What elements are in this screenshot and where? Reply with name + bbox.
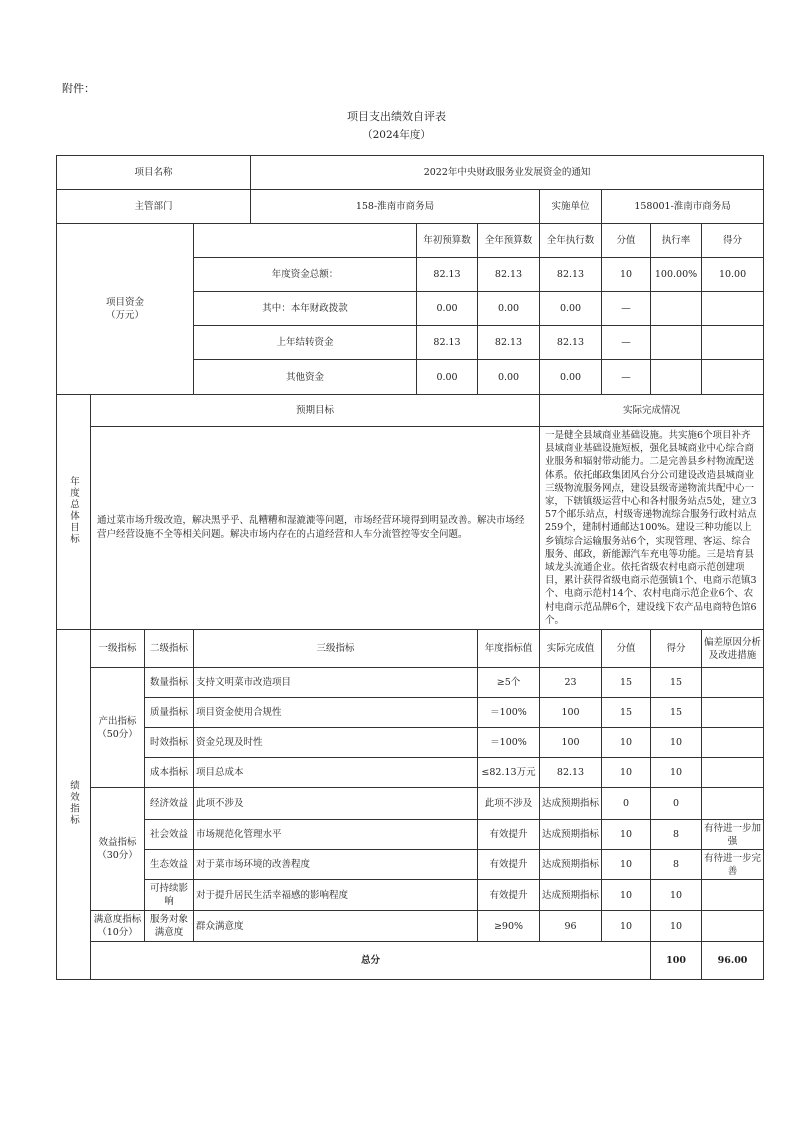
target-cell: 有效提升	[478, 820, 540, 850]
got-cell: 8	[651, 850, 702, 880]
funds-header: 年初预算数	[417, 224, 478, 258]
funds-row-label: 年度资金总额：	[194, 258, 417, 292]
target-cell: ≥90%	[478, 911, 540, 942]
lvl1-output: 产出指标 （50分）	[91, 668, 145, 788]
actual-cell: 100	[540, 698, 602, 728]
target-cell: ≥5个	[478, 668, 540, 698]
dept-label: 主管部门	[57, 190, 251, 224]
got-cell: 10	[651, 758, 702, 788]
department-row	[57, 190, 764, 224]
indicator-row	[57, 758, 764, 788]
indicator-row	[57, 911, 764, 942]
got-cell: 15	[651, 698, 702, 728]
indicator-header: 年度指标值	[478, 630, 540, 668]
indicator-row	[57, 728, 764, 758]
funds-row-label: 其中：本年财政拨款	[194, 292, 417, 326]
funds-row-label: 上年结转资金	[194, 326, 417, 360]
funds-row-label: 其他资金	[194, 360, 417, 395]
funds-header: 分值	[602, 224, 651, 258]
actual-cell: 达成预期指标	[540, 788, 602, 820]
target-cell: 有效提升	[478, 850, 540, 880]
lvl2-cell: 质量指标	[145, 698, 194, 728]
indicator-header: 实际完成值	[540, 630, 602, 668]
got-cell: 10	[651, 880, 702, 911]
score-cell: 10	[602, 911, 651, 942]
funds-cell	[702, 326, 764, 360]
performance-label: 绩效指标	[57, 630, 91, 980]
note-cell	[702, 788, 764, 820]
funds-header: 得分	[702, 224, 764, 258]
funds-cell: 0.00	[417, 292, 478, 326]
funds-cell: 0.00	[540, 292, 602, 326]
target-cell: ＝100%	[478, 698, 540, 728]
indicator-row	[57, 880, 764, 911]
funds-cell: 82.13	[540, 326, 602, 360]
indicator-header: 偏差原因分析及改进措施	[702, 630, 764, 668]
lvl3-cell: 群众满意度	[194, 911, 478, 942]
score-cell: 10	[602, 850, 651, 880]
funds-cell: 82.13	[417, 258, 478, 292]
got-cell: 0	[651, 788, 702, 820]
indicator-header: 分值	[602, 630, 651, 668]
funds-cell: —	[602, 326, 651, 360]
actual-cell: 100	[540, 728, 602, 758]
target-cell: ＝100%	[478, 728, 540, 758]
score-cell: 10	[602, 820, 651, 850]
funds-cell: 82.13	[478, 258, 540, 292]
project-name-value: 2022年中央财政服务业发展资金的通知	[251, 156, 764, 190]
lvl2-cell: 生态效益	[145, 850, 194, 880]
note-cell	[702, 698, 764, 728]
indicator-header: 二级指标	[145, 630, 194, 668]
lvl3-cell: 资金兑现及时性	[194, 728, 478, 758]
funds-cell	[702, 360, 764, 395]
funds-cell: 82.13	[417, 326, 478, 360]
lvl2-cell: 服务对象满意度	[145, 911, 194, 942]
note-cell	[702, 880, 764, 911]
lvl3-cell: 项目资金使用合规性	[194, 698, 478, 728]
indicator-header-row	[57, 630, 764, 668]
indicator-row	[57, 698, 764, 728]
indicator-row	[57, 820, 764, 850]
lvl3-cell: 对于提升居民生活幸福感的影响程度	[194, 880, 478, 911]
indicator-header: 得分	[651, 630, 702, 668]
page-title: 项目支出绩效自评表	[347, 110, 446, 123]
indicator-row	[57, 668, 764, 698]
lvl1-benefit: 效益指标 （30分）	[91, 788, 145, 911]
indicator-row	[57, 850, 764, 880]
score-cell: 10	[602, 728, 651, 758]
funds-header-blank	[194, 224, 417, 258]
total-label: 总分	[91, 942, 651, 980]
note-cell: 有待进一步完善	[702, 850, 764, 880]
actual-cell: 23	[540, 668, 602, 698]
impl-value: 158001-淮南市商务局	[602, 190, 764, 224]
indicator-header: 三级指标	[194, 630, 478, 668]
got-cell: 10	[651, 911, 702, 942]
impl-label: 实施单位	[540, 190, 602, 224]
expected-goal-header: 预期目标	[91, 395, 540, 427]
total-got: 96.00	[702, 942, 764, 980]
note-cell	[702, 728, 764, 758]
lvl3-cell: 支持文明菜市改造项目	[194, 668, 478, 698]
funds-cell: 0.00	[540, 360, 602, 395]
funds-cell: 10.00	[702, 258, 764, 292]
target-cell: 此项不涉及	[478, 788, 540, 820]
total-row	[57, 942, 764, 980]
lvl3-cell: 市场规范化管理水平	[194, 820, 478, 850]
funds-cell	[651, 292, 702, 326]
goals-content-row	[57, 427, 764, 630]
target-cell: ≤82.13万元	[478, 758, 540, 788]
lvl3-cell: 此项不涉及	[194, 788, 478, 820]
score-cell: 0	[602, 788, 651, 820]
score-cell: 10	[602, 880, 651, 911]
lvl2-cell: 时效指标	[145, 728, 194, 758]
funds-cell: 82.13	[540, 258, 602, 292]
actual-cell: 达成预期指标	[540, 880, 602, 911]
funds-cell: 0.00	[478, 292, 540, 326]
lvl2-cell: 社会效益	[145, 820, 194, 850]
got-cell: 15	[651, 668, 702, 698]
attachment-label: 附件：	[62, 82, 95, 95]
expected-goal-text: 通过菜市场升级改造，解决黑乎乎、乱糟糟和湿漉漉等问题，市场经营环境得到明显改善。解决市场经营户经营设施不全等相关问题。解决市场内存在的占道经营和人车分流管控等安全问题。	[91, 427, 540, 630]
funds-cell: 10	[602, 258, 651, 292]
funds-cell: —	[602, 360, 651, 395]
funds-header-row	[57, 224, 764, 258]
funds-cell: 0.00	[478, 360, 540, 395]
lvl2-cell: 经济效益	[145, 788, 194, 820]
goals-header-row	[57, 395, 764, 427]
lvl3-cell: 项目总成本	[194, 758, 478, 788]
actual-goal-text: 一是健全县域商业基础设施。共实施6个项目补齐县域商业基础设施短板，强化县城商业中心综合商业服务和辐射带动能力。二是完善县乡村物流配送体系。依托邮政集团风台分公司建设改造县城商业三级物流服务网点，建设县级寄递物流共配中心一家，下辖镇级运营中心和各村服务站点5处，建立357个邮乐站点，村级寄递物流综合服务行政村站点259个，建制村通邮达100%。建设三种功能以上乡镇综合运输服务站6个，实现管理、客运、综合服务、邮政，新能源汽车充电等功能。三是培育县域龙头流通企业。依托省级农村电商示范创建项目，累计获得省级电商示范强镇1个、电商示范镇3个、电商示范村14个、农村电商示范企业6个、农村电商示范品牌6个，建设线下农产品电商特色馆6个。	[540, 427, 764, 630]
project-name-row	[57, 156, 764, 190]
note-cell	[702, 758, 764, 788]
actual-cell: 达成预期指标	[540, 820, 602, 850]
actual-cell: 96	[540, 911, 602, 942]
funds-cell: 82.13	[478, 326, 540, 360]
funds-cell	[702, 292, 764, 326]
score-cell: 15	[602, 698, 651, 728]
indicator-header: 一级指标	[91, 630, 145, 668]
total-score: 100	[651, 942, 702, 980]
lvl3-cell: 对于菜市场环境的改善程度	[194, 850, 478, 880]
actual-cell: 达成预期指标	[540, 850, 602, 880]
actual-goal-header: 实际完成情况	[540, 395, 764, 427]
score-cell: 15	[602, 668, 651, 698]
lvl2-cell: 数量指标	[145, 668, 194, 698]
self-evaluation-table	[56, 155, 764, 980]
goals-label: 年度总体目标	[57, 395, 91, 630]
funds-header: 执行率	[651, 224, 702, 258]
report-year: （2024年度）	[362, 129, 431, 141]
dept-value: 158-淮南市商务局	[251, 190, 540, 224]
funds-label: 项目资金 （万元）	[57, 224, 194, 395]
got-cell: 8	[651, 820, 702, 850]
actual-cell: 82.13	[540, 758, 602, 788]
project-name-label: 项目名称	[57, 156, 251, 190]
funds-header: 全年执行数	[540, 224, 602, 258]
indicator-row	[57, 788, 764, 820]
funds-header: 全年预算数	[478, 224, 540, 258]
lvl2-cell: 成本指标	[145, 758, 194, 788]
note-cell	[702, 668, 764, 698]
score-cell: 10	[602, 758, 651, 788]
target-cell: 有效提升	[478, 880, 540, 911]
funds-cell	[651, 360, 702, 395]
note-cell	[702, 911, 764, 942]
lvl2-cell: 可持续影响	[145, 880, 194, 911]
funds-cell: —	[602, 292, 651, 326]
note-cell: 有待进一步加强	[702, 820, 764, 850]
funds-cell: 0.00	[417, 360, 478, 395]
got-cell: 10	[651, 728, 702, 758]
funds-cell: 100.00%	[651, 258, 702, 292]
lvl1-satisfaction: 满意度指标（10分）	[91, 911, 145, 942]
funds-cell	[651, 326, 702, 360]
